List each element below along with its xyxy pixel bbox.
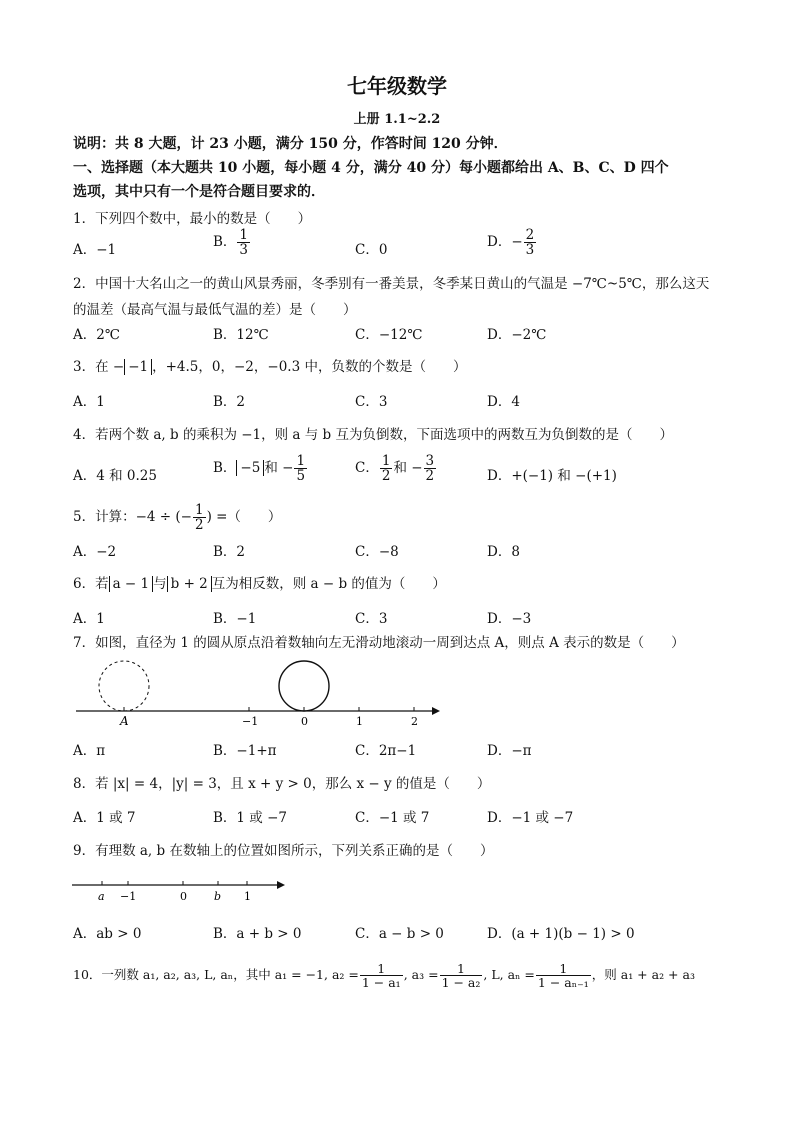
q9-option-d: D．(a + 1)(b − 1) > 0	[487, 926, 635, 942]
q7-stem: 7．如图，直径为 1 的圆从原点沿着数轴向左无滑动地滚动一周到达点 A，则点 A 表示的数是（ ）	[73, 635, 685, 651]
fraction: $\frac{1}{2}$	[381, 453, 391, 485]
q1-option-d: D．− $\frac{2}{3}$	[487, 227, 535, 259]
q9-stem: 9．有理数 a, b 在数轴上的位置如图所示，下列关系正确的是（ ）	[73, 843, 494, 859]
q7-option-b: B．−1+π	[213, 743, 277, 759]
q1-stem: 1．下列四个数中，最小的数是（ ）	[73, 211, 312, 227]
absolute-value: −1	[124, 359, 152, 375]
point-a-label: a	[98, 890, 105, 903]
fraction: $\frac{1}{5}$	[296, 453, 306, 485]
q8-option-b: B．1 或 −7	[213, 810, 287, 826]
q9-number-line-figure	[70, 870, 290, 906]
dashed-circle	[99, 661, 149, 711]
q1-option-a: A．−1	[73, 242, 117, 258]
q3-option-d: D．4	[487, 394, 520, 410]
tick-label: −1	[242, 715, 259, 728]
q5-option-b: B．2	[213, 544, 246, 560]
point-A-label: A	[120, 714, 129, 728]
q8-stem: 8．若 |x| = 4，|y| = 3，且 x + y > 0，那么 x − y 的值是（ ）	[73, 776, 491, 792]
q2-stem-line2: 的温差（最高气温与最低气温的差）是（ ）	[73, 302, 357, 318]
q3-option-a: A．1	[73, 394, 105, 410]
q9-option-a: A．ab > 0	[73, 926, 142, 942]
tick-label: −1	[120, 890, 137, 903]
q6-option-b: B．−1	[213, 611, 257, 627]
q3-stem: 3．在 − −1 ，+4.5，0，−2，−0.3 中，负数的个数是（ ）	[73, 359, 467, 375]
q6-option-d: D．−3	[487, 611, 532, 627]
q4-option-a: A．4 和 0.25	[73, 468, 157, 484]
q7-option-d: D．−π	[487, 743, 532, 759]
q5-option-d: D．8	[487, 544, 520, 560]
tick-label: 1	[244, 890, 251, 903]
fraction: $\frac{2}{3}$	[525, 227, 535, 259]
fraction: $\frac{1}{\text{1 − a₂}}$	[441, 961, 481, 991]
point-b-label: b	[214, 890, 222, 903]
q3-option-b: B．2	[213, 394, 246, 410]
q7-number-line-figure	[70, 655, 445, 730]
q6-option-c: C．3	[355, 611, 388, 627]
arrow-right-icon	[432, 707, 440, 715]
q2-option-a: A．2℃	[73, 327, 120, 343]
fraction: $\frac{1}{2}$	[194, 502, 204, 534]
q2-option-b: B．12℃	[213, 327, 269, 343]
absolute-value: −5	[236, 460, 264, 476]
q3-option-c: C．3	[355, 394, 388, 410]
q9-option-b: B．a + b > 0	[213, 926, 302, 942]
fraction: $\frac{1}{3}$	[239, 227, 249, 259]
q2-stem-line1: 2．中国十大名山之一的黄山风景秀丽，冬季别有一番美景，冬季某日黄山的气温是 −7℃~5℃，那么这天	[73, 276, 710, 292]
q5-stem: 5．计算：−4 ÷ (− $\frac{1}{2}$ ) =（ ）	[73, 502, 282, 534]
q7-option-a: A．π	[73, 743, 106, 759]
page-subtitle: 上册 1.1~2.2	[353, 112, 441, 127]
arrow-right-icon	[277, 881, 285, 889]
q1-option-c: C．0	[355, 242, 388, 258]
q4-option-c: C． $\frac{1}{2}$ 和 − $\frac{3}{2}$	[355, 453, 435, 485]
q4-option-b: B． −5 和 − $\frac{1}{5}$	[213, 453, 306, 485]
fraction: $\frac{3}{2}$	[425, 453, 435, 485]
q6-stem: 6．若 a − 1 与 b + 2 互为相反数，则 a − b 的值为（ ）	[73, 576, 446, 592]
tick-label: 0	[301, 715, 308, 728]
absolute-value: a − 1	[109, 576, 154, 592]
q2-option-d: D．−2℃	[487, 327, 547, 343]
q6-option-a: A．1	[73, 611, 105, 627]
fraction: $\frac{1}{\text{1 − a₁}}$	[361, 961, 401, 991]
q7-option-c: C．2π−1	[355, 743, 417, 759]
q8-option-a: A．1 或 7	[73, 810, 136, 826]
q1-option-b: B． $\frac{1}{3}$	[213, 227, 249, 259]
q5-option-c: C．−8	[355, 544, 399, 560]
fraction: $\frac{1}{\text{1 − aₙ₋₁}}$	[537, 961, 589, 991]
page-title: 七年级数学	[347, 74, 447, 98]
q8-option-c: C．−1 或 7	[355, 810, 430, 826]
q2-option-c: C．−12℃	[355, 327, 423, 343]
q9-option-c: C．a − b > 0	[355, 926, 444, 942]
q5-option-a: A．−2	[73, 544, 117, 560]
tick-label: 0	[180, 890, 187, 903]
q8-option-d: D．−1 或 −7	[487, 810, 574, 826]
instructions: 说明：共 8 大题，计 23 小题，满分 150 分，作答时间 120 分钟．	[73, 136, 508, 152]
section1-heading-line1: 一、选择题（本大题共 10 小题，每小题 4 分，满分 40 分）每小题都给出 A、B、C、D 四个	[73, 160, 669, 176]
tick-label: 1	[356, 715, 363, 728]
solid-circle	[279, 661, 329, 711]
tick-label: 2	[411, 715, 418, 728]
q4-option-d: D．+(−1) 和 −(+1)	[487, 468, 617, 484]
q4-stem: 4．若两个数 a, b 的乘积为 −1，则 a 与 b 互为负倒数，下面选项中的两数互为负倒数的是（ ）	[73, 427, 673, 443]
q10-stem: 10．一列数 a₁, a₂, a₃, L, aₙ，其中 a₁ = −1, a₂ = $\frac{1}{\text{1 − a₁}}$ , a₃ = $\frac{1}{\text{1 − a₂}}$ , L, aₙ = $\frac{1}{\text{1 − aₙ₋₁}}$ ，则 a₁ + a₂ + a₃	[73, 961, 695, 991]
section1-heading-line2: 选项，其中只有一个是符合题目要求的．	[73, 184, 325, 200]
absolute-value: b + 2	[167, 576, 212, 592]
